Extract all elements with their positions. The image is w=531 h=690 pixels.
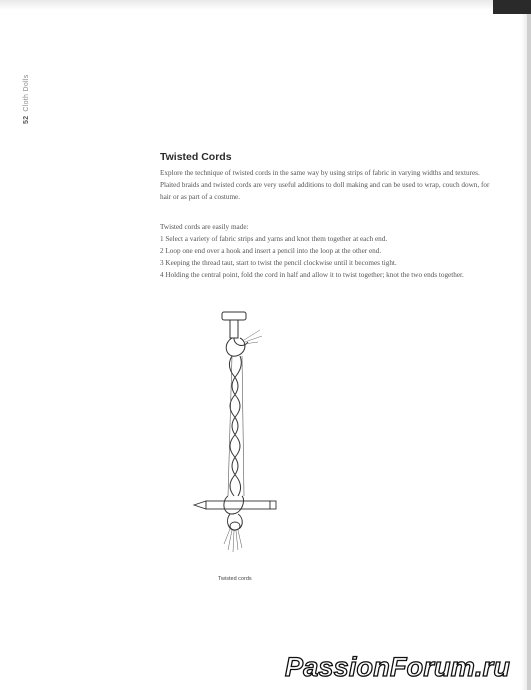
pencil-icon xyxy=(194,501,276,509)
book-title: Cloth Dolls xyxy=(23,74,30,112)
intro-paragraph: Explore the technique of twisted cords in the same way by using strips of fabric in varying widths and textures. Plaited braids and twisted cords are very useful additions to doll making and can be used to wrap, couch down, for hair or as part of a costume. xyxy=(160,169,490,201)
steps-list xyxy=(160,221,490,281)
page-top-edge xyxy=(0,0,531,10)
steps-lead: Twisted cords are easily made: xyxy=(160,223,249,231)
step-item: 3 Keeping the thread taut, start to twist the pencil clockwise until it becomes tight. xyxy=(160,259,397,267)
page-right-edge xyxy=(527,14,531,690)
step-item: 1 Select a variety of fabric strips and yarns and knot them together at each end. xyxy=(160,235,388,243)
twisted-cord-icon xyxy=(228,356,244,496)
hook-icon xyxy=(222,312,248,345)
watermark: PassionForum.ru xyxy=(285,652,511,682)
step-item: 4 Holding the central point, fold the cord in half and allow it to twist together; knot the two ends together. xyxy=(160,271,464,279)
page-number: 52 xyxy=(23,115,30,124)
running-head xyxy=(23,74,30,124)
step-item: 2 Loop one end over a hook and insert a pencil into the loop at the other end. xyxy=(160,247,382,255)
figure-caption: Twisted cords xyxy=(218,576,252,582)
scan-corner-mark xyxy=(493,0,531,14)
section-heading: Twisted Cords xyxy=(160,151,232,163)
twisted-cord-illustration xyxy=(188,300,288,575)
